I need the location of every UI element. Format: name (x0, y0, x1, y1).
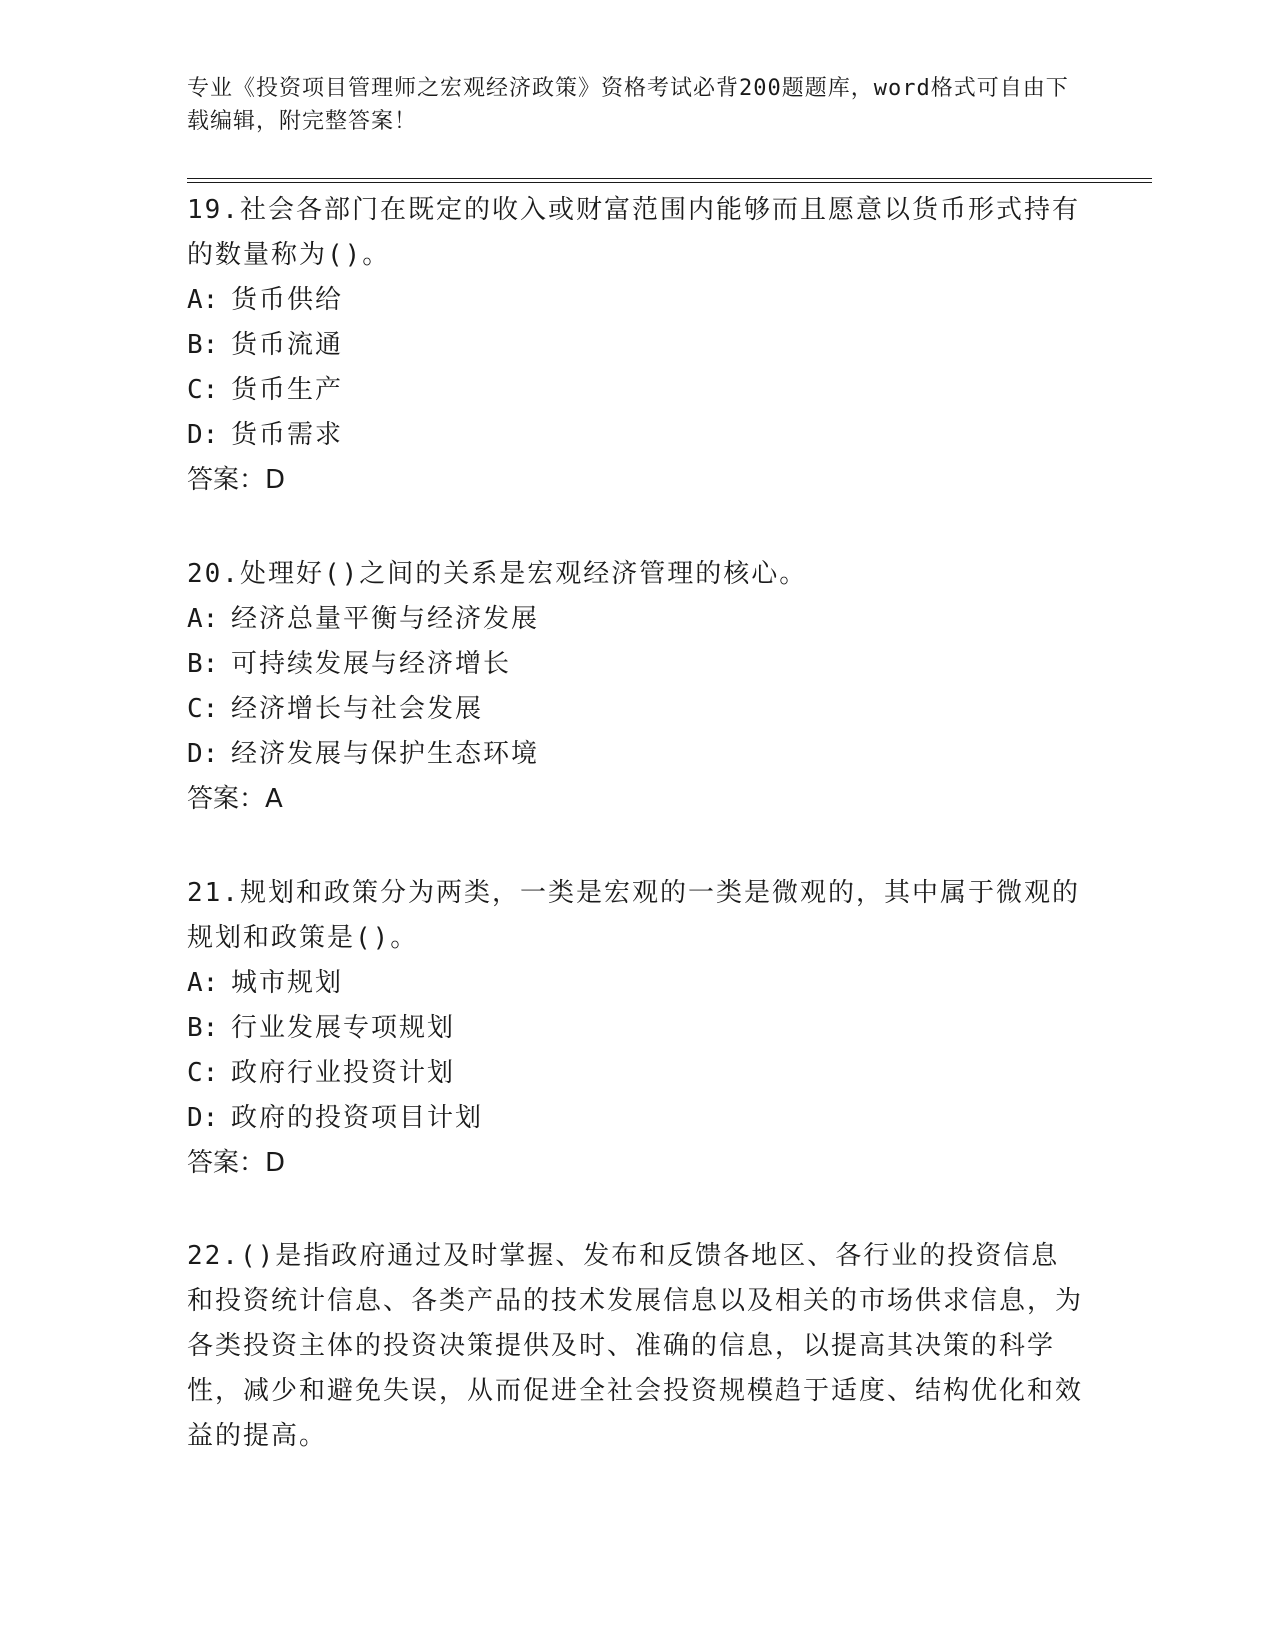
question-stem: 19.社会各部门在既定的收入或财富范围内能够而且愿意以货币形式持有的数量称为()。 (187, 195, 1080, 270)
option-letter: B: (187, 1013, 219, 1043)
question-stem: 22.()是指政府通过及时掌握、发布和反馈各地区、各行业的投资信息和投资统计信息、各类产品的技术发展信息以及相关的市场供求信息，为各类投资主体的投资决策提供及时、准确的信息，以提高其决策的科学性，减少和避免失误，从而促进全社会投资规模趋于适度、结构优化和效益的提高。 (187, 1241, 1084, 1451)
option-b (187, 323, 1087, 368)
option-b (187, 642, 1087, 687)
option-text: 经济发展与保护生态环境 (231, 739, 540, 769)
option-a (187, 278, 1087, 323)
option-text: 政府的投资项目计划 (231, 1103, 484, 1133)
answer: 答案：D (187, 465, 286, 495)
option-text: 货币流通 (231, 330, 344, 360)
option-letter: D: (187, 739, 219, 769)
option-letter: A: (187, 285, 219, 315)
option-c (187, 687, 1087, 732)
answer: 答案：D (187, 1148, 286, 1178)
option-letter: C: (187, 694, 219, 724)
option-d (187, 732, 1087, 777)
option-d (187, 1096, 1087, 1141)
document-header: 专业《投资项目管理师之宏观经济政策》资格考试必背200题题库，word格式可自由下载编辑，附完整答案！ (187, 76, 1069, 134)
question-20 (187, 552, 1087, 822)
option-d (187, 413, 1087, 458)
option-letter: C: (187, 375, 219, 405)
option-a (187, 961, 1087, 1006)
question-21 (187, 871, 1087, 1186)
option-text: 货币需求 (231, 420, 344, 450)
option-letter: C: (187, 1058, 219, 1088)
option-letter: B: (187, 330, 219, 360)
option-a (187, 597, 1087, 642)
option-c (187, 368, 1087, 413)
option-text: 政府行业投资计划 (231, 1058, 456, 1088)
option-text: 货币生产 (231, 375, 344, 405)
option-b (187, 1006, 1087, 1051)
answer: 答案：A (187, 784, 283, 814)
option-text: 货币供给 (231, 285, 344, 315)
question-stem: 20.处理好()之间的关系是宏观经济管理的核心。 (187, 559, 808, 589)
option-letter: D: (187, 420, 219, 450)
header-divider (187, 178, 1152, 183)
option-text: 城市规划 (231, 968, 344, 998)
option-letter: B: (187, 649, 219, 679)
option-c (187, 1051, 1087, 1096)
option-letter: A: (187, 968, 219, 998)
option-letter: D: (187, 1103, 219, 1133)
option-text: 行业发展专项规划 (231, 1013, 456, 1043)
option-text: 经济总量平衡与经济发展 (231, 604, 540, 634)
question-22 (187, 1234, 1087, 1459)
option-text: 经济增长与社会发展 (231, 694, 484, 724)
question-19 (187, 188, 1087, 503)
question-stem: 21.规划和政策分为两类，一类是宏观的一类是微观的，其中属于微观的规划和政策是()。 (187, 878, 1080, 953)
option-text: 可持续发展与经济增长 (231, 649, 512, 679)
option-letter: A: (187, 604, 219, 634)
